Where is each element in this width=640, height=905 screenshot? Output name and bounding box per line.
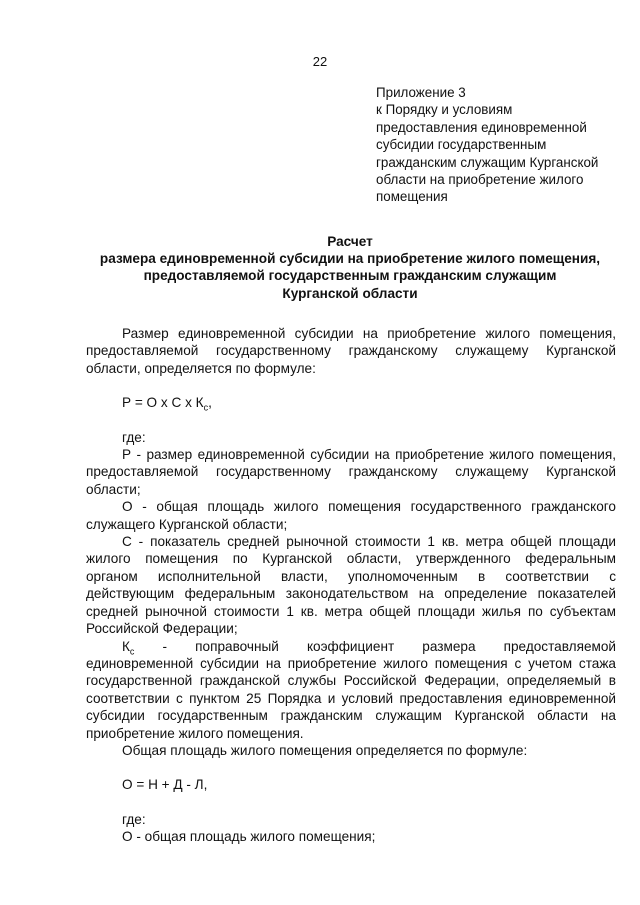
page-number: 22: [312, 54, 328, 69]
text-line: О - общая площадь жилого помещения государственного гражданского: [122, 499, 616, 515]
text-line: жилого помещения по Курганской области, утвержденного федеральным: [86, 551, 616, 567]
where-label: где:: [122, 811, 146, 827]
text-line: предоставляемой государственному гражданскому служащему Курганской: [86, 343, 616, 359]
appendix-line: предоставления единовременной: [376, 119, 587, 135]
text-line: предоставляемой государственному гражданскому служащему Курганской: [86, 464, 616, 480]
text-line: единовременной субсидии на приобретение жилого помещения с учетом стажа: [86, 655, 616, 671]
appendix-line: к Порядку и условиям: [376, 102, 513, 118]
definition-p: [86, 446, 616, 498]
definition-o: [86, 498, 616, 533]
text-line: субсидии государственным гражданским служащим Курганской области на: [86, 708, 616, 724]
appendix-line: субсидии государственным: [376, 137, 547, 153]
title-line: предоставляемой государственным гражданским служащим: [143, 268, 557, 284]
text-line: области;: [86, 481, 141, 497]
title-line: Курганской области: [282, 285, 418, 301]
appendix-line: помещения: [376, 189, 448, 205]
formula-text: Р = О х С х К: [122, 395, 204, 411]
text-line: государственной гражданской службы Российской Федерации, определяемый в: [86, 673, 616, 689]
text-line: [86, 638, 616, 655]
k-symbol: К: [122, 638, 130, 654]
intro-paragraph: [86, 325, 616, 377]
formula-tail: ,: [208, 395, 212, 411]
formula-subscript: с: [203, 402, 209, 413]
title-line: размера единовременной субсидии на приобретение жилого помещения,: [99, 251, 601, 267]
k-first-line-rest: - поправочный коэффициент размера предоставляемой: [134, 638, 616, 654]
document-title: [40, 233, 640, 302]
text-line: средней рыночной стоимости 1 кв. метра общей площади жилья по субъектам: [86, 603, 616, 619]
text-line: Размер единовременной субсидии на приобретение жилого помещения,: [122, 326, 616, 341]
area-intro: Общая площадь жилого помещения определяется по формуле:: [122, 742, 528, 758]
formula-area: О = Н + Д - Л,: [122, 777, 208, 793]
formula-subsidy: [86, 394, 616, 411]
text-line: С - показатель средней рыночной стоимости 1 кв. метра общей площади: [122, 534, 616, 550]
appendix-header: [376, 84, 616, 206]
document-body: [86, 325, 616, 846]
text-line: соответствии с пунктом 25 Порядка и условий предоставления единовременной: [86, 690, 616, 706]
where-label: где:: [122, 429, 146, 445]
text-line: Р - размер единовременной субсидии на приобретение жилого помещения,: [122, 447, 616, 463]
title-line: Расчет: [327, 234, 373, 249]
appendix-line: гражданским служащим Курганской: [376, 154, 599, 170]
definition-c: [86, 533, 616, 637]
text-line: органом исполнительной власти, уполномоченным в соответствии с: [86, 568, 616, 584]
appendix-line: Приложение 3: [376, 85, 466, 100]
text-line: действующим федеральным законодательством на определение показателей: [86, 586, 616, 602]
definition-o-area: О - общая площадь жилого помещения;: [122, 829, 376, 845]
text-line: Российской Федерации;: [86, 621, 238, 637]
k-subscript: с: [129, 646, 135, 657]
text-line: области, определяется по формуле:: [86, 360, 316, 376]
appendix-line: области на приобретение жилого: [376, 172, 584, 188]
definition-k: [86, 638, 616, 742]
text-line: служащего Курганской области;: [86, 516, 288, 532]
text-line: приобретение жилого помещения.: [86, 725, 304, 741]
